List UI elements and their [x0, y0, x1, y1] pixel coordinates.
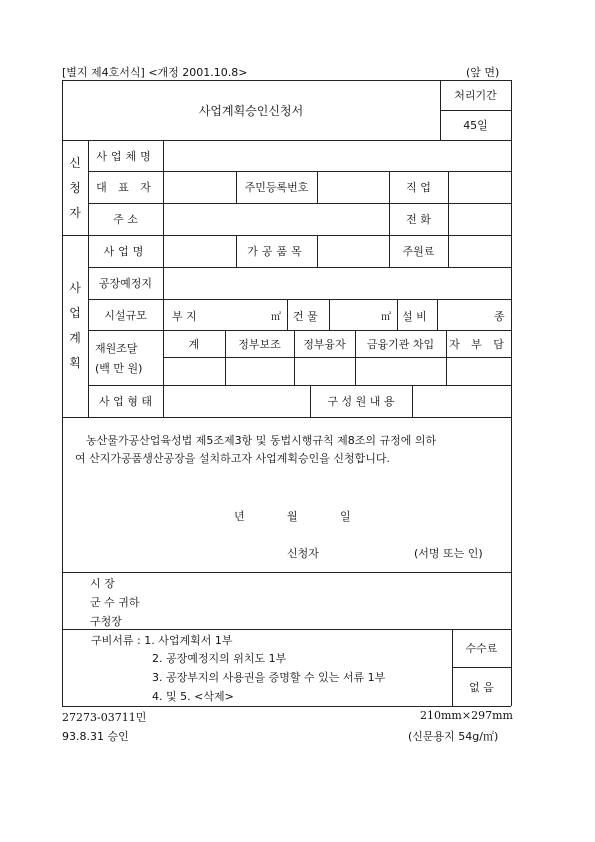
date-year-label: 년	[234, 510, 245, 523]
processed-item-field[interactable]	[318, 236, 388, 266]
site-area-label: 부 지	[172, 310, 197, 323]
composition-field[interactable]	[413, 386, 510, 416]
facility-scale-label: 시설규모	[104, 308, 147, 322]
approval-date: 93.8.31 승인	[62, 730, 129, 743]
address-label: 주 소	[113, 213, 138, 226]
funding-total-header: 계	[188, 337, 200, 351]
required-documents-label: 구비서류 : 1. 사업계획서 1부	[91, 634, 233, 647]
addressee-county-head: 군 수 귀하	[90, 596, 140, 609]
funding-label: 재원조달	[95, 342, 138, 355]
main-material-field[interactable]	[449, 236, 510, 266]
paper-type: (신문용지 54g/㎡)	[408, 730, 499, 743]
occupation-field[interactable]	[449, 172, 510, 202]
phone-label: 전 화	[406, 213, 431, 226]
equipment-unit: 종	[494, 310, 505, 323]
date-month-label: 월	[287, 510, 298, 523]
signer-label: 신청자	[287, 547, 319, 560]
factory-site-label: 공장예정지	[98, 277, 153, 290]
business-name-field[interactable]	[164, 141, 510, 170]
funding-unit-label: (백 만 원)	[95, 362, 143, 375]
processing-period-label: 처리기간	[454, 89, 497, 102]
business-type-label: 사 업 형 태	[99, 395, 152, 408]
applicant-section-label: 신 청 자	[69, 156, 81, 220]
occupation-label: 직 업	[406, 181, 431, 194]
required-document-2: 2. 공장예정지의 위치도 1부	[152, 652, 287, 665]
statement-line-1: 농산물가공산업육성법 제5조제3항 및 동법시행규칙 제8조의 규정에 의하	[86, 434, 437, 447]
processed-item-label: 가공품목	[247, 245, 306, 258]
required-document-4: 4. 및 5. <삭제>	[152, 690, 234, 703]
form-title: 사업계획승인신청서	[198, 103, 304, 118]
funding-self-header: 자 부 담	[449, 337, 508, 351]
site-area-unit: ㎡	[271, 312, 281, 323]
building-label: 건 물	[293, 310, 318, 323]
composition-label: 구 성 원 내 용	[327, 395, 395, 408]
site-area-field[interactable]	[209, 300, 269, 329]
representative-field[interactable]	[164, 172, 235, 202]
resident-number-label: 주민등록번호	[244, 181, 309, 194]
building-area-field[interactable]	[330, 300, 379, 329]
business-type-field[interactable]	[164, 386, 309, 416]
factory-site-field[interactable]	[164, 268, 510, 298]
signature-note: (서명 또는 인)	[414, 547, 483, 560]
page-side: (앞 면)	[466, 66, 500, 79]
funding-self-field[interactable]	[447, 358, 510, 384]
funding-gov-loan-header: 정부융자	[303, 337, 346, 351]
fee-value: 없 음	[469, 680, 494, 694]
business-name-label: 사업체명	[96, 149, 155, 163]
plan-section-label: 사 업 계 획	[69, 281, 81, 370]
processing-period-value: 45일	[463, 119, 488, 132]
phone-field[interactable]	[449, 204, 510, 234]
representative-label: 대 표 자	[96, 181, 155, 194]
funding-bank-loan-header: 금융기관 차입	[366, 337, 435, 351]
resident-number-field[interactable]	[318, 172, 388, 202]
funding-gov-subsidy-header: 정부보조	[238, 337, 281, 351]
funding-bank-loan-field[interactable]	[356, 358, 445, 384]
funding-total-field[interactable]	[164, 358, 224, 384]
form-number: [별지 제4호서식] <개정 2001.10.8>	[62, 66, 248, 79]
date-day-label: 일	[340, 510, 351, 523]
business-label: 사업명	[103, 245, 148, 258]
paper-size: 210mm×297mm	[420, 709, 513, 722]
fee-label: 수수료	[465, 642, 498, 655]
equipment-label: 설 비	[402, 310, 427, 323]
funding-gov-subsidy-field[interactable]	[226, 358, 293, 384]
addressee-district-head: 구청장	[90, 615, 122, 628]
business-field[interactable]	[164, 236, 235, 266]
funding-gov-loan-field[interactable]	[295, 358, 354, 384]
building-area-unit: ㎡	[381, 312, 391, 323]
form-code: 27273-03711민	[62, 711, 147, 724]
equipment-count-field[interactable]	[438, 300, 492, 329]
statement-line-2: 여 산지가공품생산공장을 설치하고자 사업계획승인을 신청합니다.	[75, 452, 391, 465]
address-field[interactable]	[164, 204, 388, 234]
required-document-3: 3. 공장부지의 사용권을 증명할 수 있는 서류 1부	[152, 671, 386, 684]
addressee-mayor: 시 장	[90, 577, 115, 590]
main-material-label: 주원료	[402, 245, 435, 258]
